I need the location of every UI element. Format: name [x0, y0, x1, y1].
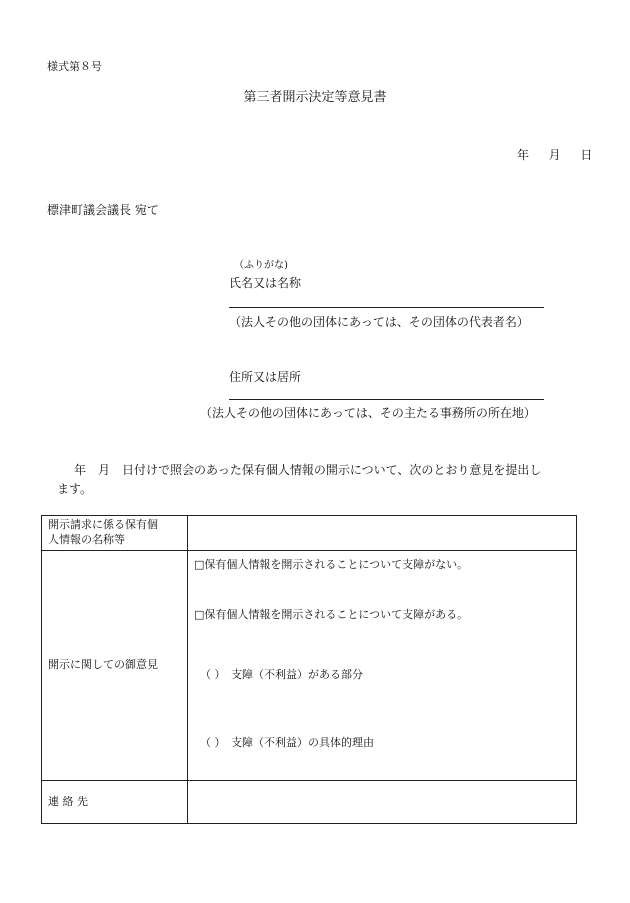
objection-part-item[interactable]: （ ） 支障（不利益）がある部分: [200, 667, 363, 681]
date-line: [517, 146, 592, 163]
option-no-objection[interactable]: □保有個人情報を開示されることについて支障がない。: [194, 557, 469, 571]
name-note: （法人その他の団体にあっては、その団体の代表者名）: [229, 315, 529, 329]
date-year: 年: [517, 148, 530, 162]
address-label: 住所又は居所: [229, 370, 302, 384]
address-note: （法人その他の団体にあっては、その主たる事務所の所在地）: [200, 406, 536, 420]
table-row-name: [42, 516, 577, 551]
row-label-opinion: 開示に関しての御意見: [42, 551, 188, 781]
furigana-label: （ふりがな): [234, 260, 288, 271]
address-underline[interactable]: [229, 399, 544, 400]
date-month: 月: [548, 148, 561, 162]
info-name-field[interactable]: [188, 516, 577, 551]
row-label-contact: 連 絡 先: [42, 781, 188, 824]
table-row-contact: [42, 781, 577, 824]
opinion-field[interactable]: [188, 551, 577, 781]
body-text-line1: 年 月 日付けで照会のあった保有個人情報の開示について、次のとおり意見を提出し: [74, 463, 542, 477]
opinion-table: [41, 515, 577, 824]
row-label-info-name-line2: 人情報の名称等: [48, 533, 125, 546]
name-underline[interactable]: [229, 307, 544, 308]
form-number: 様式第８号: [47, 60, 102, 73]
table-row-opinion: [42, 551, 577, 781]
row-label-info-name-line1: 開示請求に係る保有個: [48, 518, 158, 532]
row-label-info-name: [42, 516, 188, 551]
contact-field[interactable]: [188, 781, 577, 824]
date-day: 日: [580, 148, 593, 162]
name-label: 氏名又は名称: [229, 276, 302, 290]
objection-reason-item[interactable]: （ ） 支障（不利益）の具体的理由: [200, 735, 374, 749]
addressee: 標津町議会議長 宛て: [47, 203, 159, 217]
page-title: 第三者開示決定等意見書: [243, 90, 387, 105]
body-text-line2: ます。: [57, 482, 93, 496]
option-objection[interactable]: □保有個人情報を開示されることについて支障がある。: [194, 607, 469, 621]
